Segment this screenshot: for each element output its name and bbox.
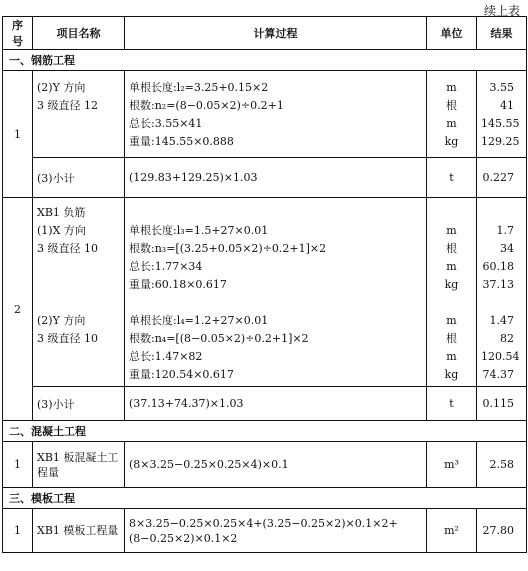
table-caption: 续上表 [483, 4, 520, 18]
section-rebar: 一、钢筋工程 [3, 50, 527, 71]
unit-line: m [446, 350, 457, 363]
result-line: 145.55 [481, 117, 520, 130]
row-number: 2 [3, 198, 33, 421]
calc-line: 总长:1.47×82 [129, 350, 203, 363]
item-name [33, 198, 125, 387]
unit-cell [427, 198, 477, 387]
unit-line: 根 [446, 99, 457, 112]
unit-cell [427, 71, 477, 158]
subtotal-row [3, 387, 527, 421]
calc-cell: (8×3.25−0.25×0.25×4)×0.1 [125, 442, 427, 488]
result-cell: 2.58 [477, 442, 527, 488]
subtotal-calc: (129.83+129.25)×1.03 [125, 158, 427, 198]
calc-cell: 8×3.25−0.25×0.25×4+(3.25−0.25×2)×0.1×2+(8−0.25×2)×0.1×2 [125, 509, 427, 553]
header-no: 序号 [3, 17, 33, 50]
header-calc: 计算过程 [125, 17, 427, 50]
calc-line: 重量:145.55×0.888 [129, 135, 234, 148]
result-line: 74.37 [482, 368, 514, 381]
subtotal-result: 0.115 [477, 387, 527, 421]
item-name-line: 3 级直径 10 [37, 332, 98, 345]
item-name: XB1 模板工程量 [33, 509, 125, 553]
subtotal-label: (3)小计 [33, 158, 125, 198]
item-name: XB1 板混凝土工程量 [33, 442, 125, 488]
unit-line: m [446, 117, 457, 130]
unit-line: 根 [446, 332, 457, 345]
item-name-line: XB1 负筋 [37, 206, 86, 219]
unit-cell: m³ [427, 442, 477, 488]
result-line: 3.55 [489, 81, 514, 94]
section-row [3, 50, 527, 71]
unit-line: kg [444, 135, 459, 148]
result-line: 60.18 [482, 260, 514, 273]
calc-line: 重量:120.54×0.617 [129, 368, 234, 381]
subtotal-label: (3)小计 [33, 387, 125, 421]
unit-line: m [446, 314, 457, 327]
calculation-table [2, 16, 527, 553]
calc-line: 总长:3.55×41 [129, 117, 203, 130]
result-line: 1.7 [496, 224, 514, 237]
item-name-line: (2)Y 方向 [37, 314, 86, 327]
calc-line: 重量:60.18×0.617 [129, 278, 227, 291]
item-name-line: 3 级直径 10 [37, 242, 98, 255]
section-row [3, 488, 527, 509]
item-name-line: (1)X 方向 [37, 224, 86, 237]
subtotal-row [3, 158, 527, 198]
result-line: 34 [500, 242, 514, 255]
header-name: 项目名称 [33, 17, 125, 50]
unit-cell: m² [427, 509, 477, 553]
table-row [3, 509, 527, 553]
calc-cell [125, 71, 427, 158]
unit-line: m [446, 260, 457, 273]
result-cell: 27.80 [477, 509, 527, 553]
calc-cell [125, 198, 427, 387]
result-line: 37.13 [482, 278, 514, 291]
calc-line: 单根长度:l₄=1.2+27×0.01 [129, 314, 269, 327]
result-line: 41 [500, 99, 514, 112]
header-result: 结果 [477, 17, 527, 50]
row-number: 1 [3, 71, 33, 198]
result-cell [477, 71, 527, 158]
item-name [33, 71, 125, 158]
unit-line: kg [444, 278, 459, 291]
unit-line: m [446, 224, 457, 237]
subtotal-unit: t [427, 387, 477, 421]
calc-line: 单根长度:l₂=3.25+0.15×2 [129, 81, 269, 94]
result-line: 82 [500, 332, 514, 345]
result-line: 129.25 [481, 135, 520, 148]
table-row [3, 442, 527, 488]
calc-line: 总长:1.77×34 [129, 260, 203, 273]
section-formwork: 三、模板工程 [3, 488, 527, 509]
unit-line: kg [444, 368, 459, 381]
subtotal-unit: t [427, 158, 477, 198]
item-name-line: 3 级直径 12 [37, 99, 98, 112]
result-line: 120.54 [481, 350, 520, 363]
result-line: 1.47 [489, 314, 514, 327]
calc-line: 单根长度:l₃=1.5+27×0.01 [129, 224, 269, 237]
table-row [3, 71, 527, 158]
row-number: 1 [3, 442, 33, 488]
calc-line: 根数:n₄=[(8−0.05×2)÷0.2+1]×2 [129, 332, 309, 345]
calc-line: 根数:n₃=[(3.25+0.05×2)÷0.2+1]×2 [129, 242, 327, 255]
section-row [3, 421, 527, 442]
unit-line: 根 [446, 242, 457, 255]
subtotal-calc: (37.13+74.37)×1.03 [125, 387, 427, 421]
header-unit: 单位 [427, 17, 477, 50]
calc-line: 根数:n₂=(8−0.05×2)÷0.2+1 [129, 99, 284, 112]
section-concrete: 二、混凝土工程 [3, 421, 527, 442]
item-name-line: (2)Y 方向 [37, 81, 86, 94]
unit-line: m [446, 81, 457, 94]
table-row [3, 198, 527, 387]
subtotal-result: 0.227 [477, 158, 527, 198]
header-row [3, 17, 527, 50]
row-number: 1 [3, 509, 33, 553]
result-cell [477, 198, 527, 387]
